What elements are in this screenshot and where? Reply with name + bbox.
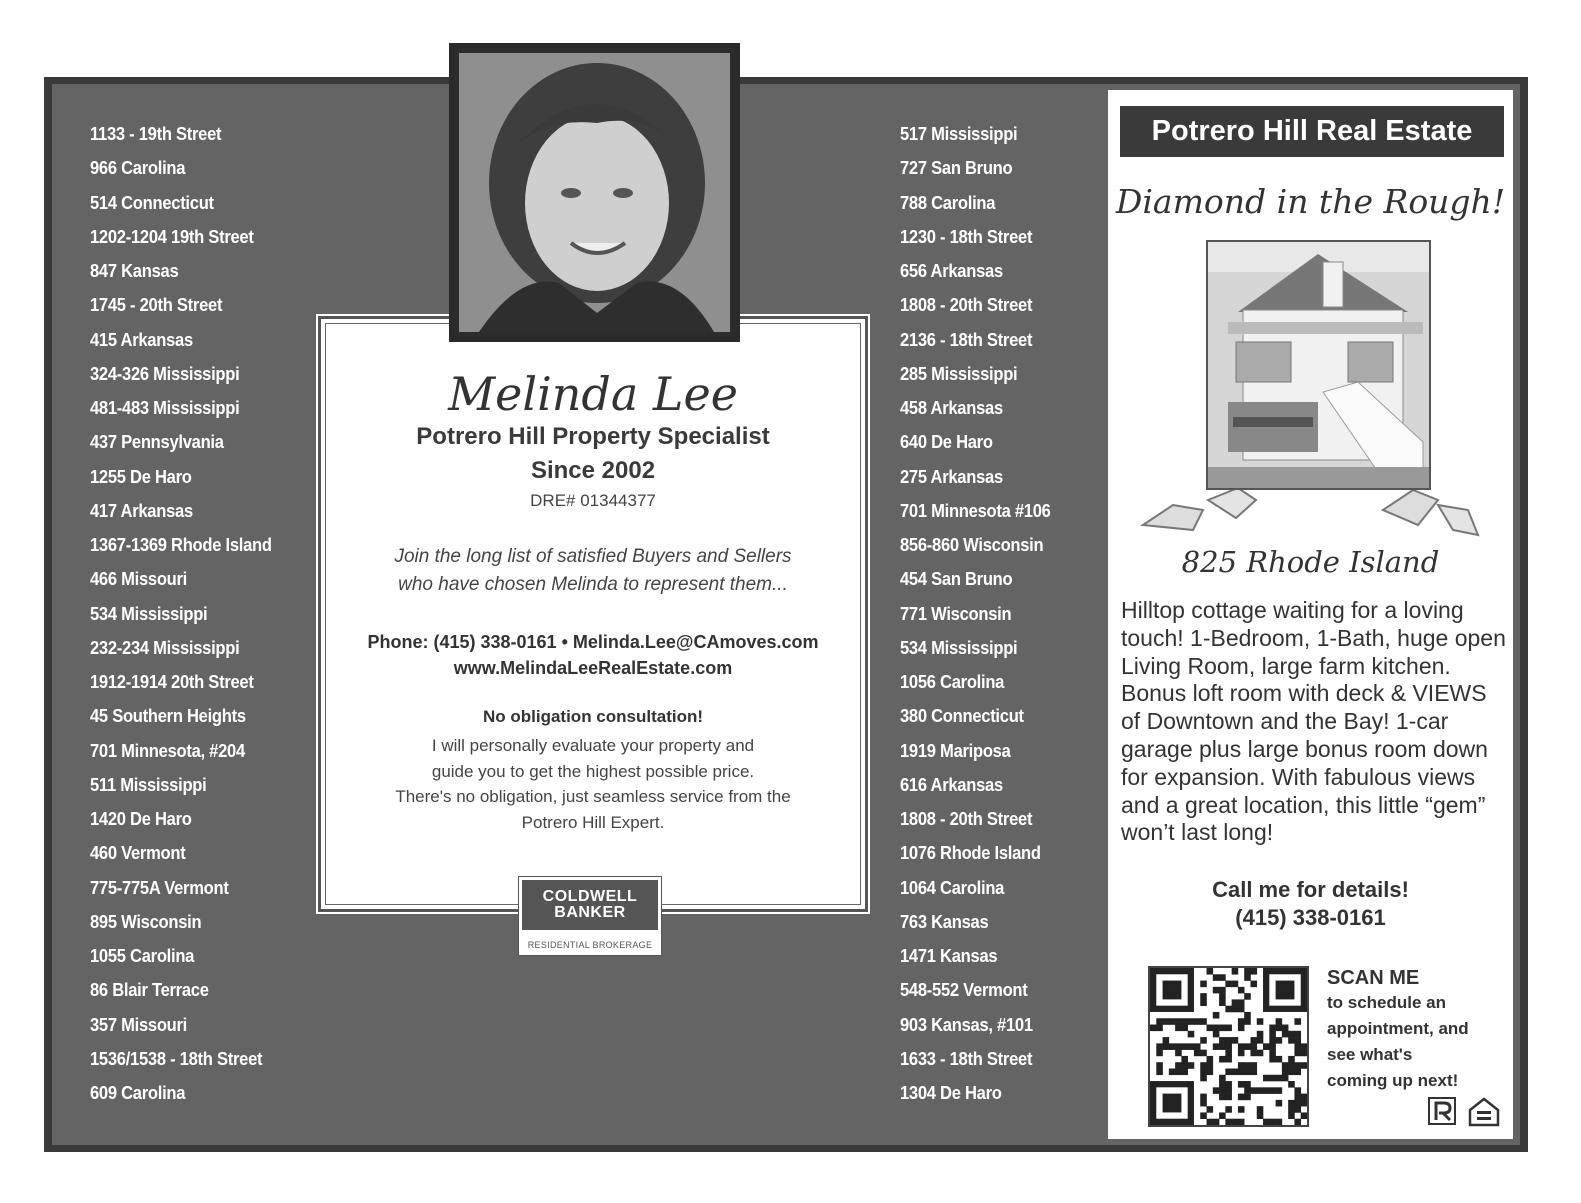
consultation-text bbox=[321, 733, 865, 835]
join-text bbox=[321, 543, 865, 599]
sold-address-item: 285 Mississippi bbox=[900, 363, 1018, 384]
consult-line-3: There's no obligation, just seamless service from the bbox=[395, 787, 791, 806]
agent-name: Melinda Lee bbox=[448, 367, 738, 421]
sold-address-item: 1536/1538 - 18th Street bbox=[90, 1048, 263, 1069]
sold-address-item: 771 Wisconsin bbox=[900, 603, 1012, 624]
realtor-icon bbox=[1427, 1096, 1457, 1130]
sold-address-item: 534 Mississippi bbox=[90, 603, 208, 624]
listing-panel bbox=[1108, 90, 1513, 1139]
sold-address-item: 481-483 Mississippi bbox=[90, 398, 240, 418]
sold-address-item: 275 Arkansas bbox=[900, 466, 1003, 487]
scan-me-text bbox=[1327, 966, 1507, 1094]
sold-address-item: 437 Pennsylvania bbox=[90, 432, 224, 453]
join-line-2: who have chosen Melinda to represent them... bbox=[398, 574, 788, 595]
join-line-1: Join the long list of satisfied Buyers and Sellers bbox=[394, 546, 792, 567]
agent-card bbox=[318, 316, 868, 912]
sold-address-item: 856-860 Wisconsin bbox=[900, 535, 1044, 555]
sold-address-item: 324-326 Mississippi bbox=[90, 363, 240, 384]
sold-address-item: 847 Kansas bbox=[90, 261, 179, 281]
scan-line-4: coming up next! bbox=[1327, 1071, 1459, 1090]
sold-address-item: 1230 - 18th Street bbox=[900, 226, 1033, 247]
sold-address-item: 1633 - 18th Street bbox=[900, 1048, 1033, 1069]
listing-tagline: Diamond in the Rough! bbox=[1115, 182, 1506, 221]
sold-address-item: 1056 Carolina bbox=[900, 672, 1005, 692]
sold-addresses-middle bbox=[900, 117, 1064, 1110]
sold-address-item: 640 De Haro bbox=[900, 432, 993, 453]
sold-address-item: 1076 Rhode Island bbox=[900, 843, 1041, 864]
sold-address-item: 232-234 Mississippi bbox=[90, 637, 240, 658]
sold-address-item: 701 Minnesota, #204 bbox=[90, 740, 245, 761]
sold-address-item: 417 Arkansas bbox=[90, 500, 193, 521]
dre-number: DRE# 01344377 bbox=[530, 491, 656, 510]
phone-email-line[interactable]: Phone: (415) 338-0161 • Melinda.Lee@CAmoves.com bbox=[367, 632, 819, 652]
sold-address-item: 460 Vermont bbox=[90, 843, 186, 864]
sold-address-item: 1745 - 20th Street bbox=[90, 295, 223, 316]
call-to-action bbox=[1108, 876, 1513, 932]
sold-address-item: 514 Connecticut bbox=[90, 192, 214, 213]
sold-address-item: 903 Kansas, #101 bbox=[900, 1014, 1033, 1035]
sold-address-item: 763 Kansas bbox=[900, 911, 989, 932]
scan-line-2: appointment, and bbox=[1327, 1019, 1469, 1038]
listing-photo bbox=[1206, 240, 1431, 490]
logo-subtitle: RESIDENTIAL BROKERAGE bbox=[527, 940, 653, 950]
sold-address-item: 775-775A Vermont bbox=[90, 877, 229, 898]
sold-address-item: 895 Wisconsin bbox=[90, 911, 202, 932]
sold-address-item: 454 San Bruno bbox=[900, 569, 1013, 590]
sold-address-item: 466 Missouri bbox=[90, 569, 188, 590]
sold-address-item: 1808 - 20th Street bbox=[900, 809, 1033, 829]
cta-phone[interactable]: (415) 338-0161 bbox=[1235, 905, 1386, 930]
scan-heading: SCAN ME bbox=[1327, 967, 1420, 989]
brand-heading: Potrero Hill Real Estate bbox=[1120, 106, 1504, 157]
sold-address-item: 616 Arkansas bbox=[900, 774, 1003, 795]
sold-address-item: 609 Carolina bbox=[90, 1083, 186, 1103]
sold-address-item: 415 Arkansas bbox=[90, 329, 193, 350]
sold-address-item: 1255 De Haro bbox=[90, 466, 192, 487]
coldwell-banker-logo bbox=[518, 876, 662, 956]
website-link[interactable]: www.MelindaLeeRealEstate.com bbox=[453, 658, 733, 678]
sold-address-item: 1471 Kansas bbox=[900, 946, 998, 966]
sold-address-item: 1420 De Haro bbox=[90, 809, 192, 829]
scan-line-3: see what's bbox=[1327, 1045, 1413, 1064]
logo-line-1: COLDWELL bbox=[542, 888, 638, 905]
sold-address-item: 1304 De Haro bbox=[900, 1083, 1002, 1103]
sold-address-item: 727 San Bruno bbox=[900, 158, 1013, 179]
agent-since: Since 2002 bbox=[530, 457, 656, 484]
scan-line-1: to schedule an bbox=[1327, 993, 1447, 1012]
sold-address-item: 380 Connecticut bbox=[900, 706, 1024, 727]
sold-address-item: 357 Missouri bbox=[90, 1014, 188, 1035]
consultation-heading: No obligation consultation! bbox=[482, 707, 704, 726]
consult-line-4: Potrero Hill Expert. bbox=[521, 812, 665, 832]
equal-housing-icon bbox=[1467, 1096, 1501, 1130]
sold-address-item: 1133 - 19th Street bbox=[90, 124, 222, 144]
sold-address-item: 45 Southern Heights bbox=[90, 706, 246, 727]
sold-address-item: 86 Blair Terrace bbox=[90, 980, 209, 1001]
sold-address-item: 534 Mississippi bbox=[900, 637, 1018, 658]
contact-info bbox=[321, 629, 865, 681]
logo-line-2: BANKER bbox=[554, 904, 626, 921]
listing-description: Hilltop cottage waiting for a loving touch! 1-Bedroom, 1-Bath, huge open Living Room, large farm kitchen. Bonus loft room with deck & VIEWS of Downtown and the Bay! 1-car garage plus large bonus room down for expansion. With fabulous views and a great location, this little “gem” won’t last long! bbox=[1121, 597, 1506, 846]
sold-address-item: 2136 - 18th Street bbox=[900, 329, 1033, 350]
qr-code[interactable] bbox=[1148, 966, 1309, 1127]
sold-address-item: 1912-1914 20th Street bbox=[90, 672, 254, 692]
consult-line-2: guide you to get the highest possible price. bbox=[431, 761, 755, 781]
sold-addresses-left bbox=[90, 117, 288, 1110]
listing-address: 825 Rhode Island bbox=[1181, 545, 1440, 579]
sold-address-item: 656 Arkansas bbox=[900, 261, 1003, 281]
agent-photo bbox=[449, 43, 740, 342]
sold-address-item: 1919 Mariposa bbox=[900, 740, 1011, 761]
consult-line-1: I will personally evaluate your property and bbox=[431, 736, 755, 755]
sold-address-item: 458 Arkansas bbox=[900, 398, 1003, 418]
sold-address-item: 511 Mississippi bbox=[90, 774, 207, 795]
sold-address-item: 1367-1369 Rhode Island bbox=[90, 535, 272, 555]
sold-address-item: 548-552 Vermont bbox=[900, 980, 1028, 1001]
sold-address-item: 517 Mississippi bbox=[900, 124, 1018, 144]
sold-address-item: 701 Minnesota #106 bbox=[900, 500, 1051, 521]
sold-address-item: 1808 - 20th Street bbox=[900, 295, 1033, 316]
sold-address-item: 1064 Carolina bbox=[900, 877, 1005, 898]
agent-title: Potrero Hill Property Specialist bbox=[416, 423, 770, 450]
sold-address-item: 1202-1204 19th Street bbox=[90, 226, 254, 247]
sold-address-item: 788 Carolina bbox=[900, 192, 996, 213]
sold-address-item: 1055 Carolina bbox=[90, 946, 195, 966]
sold-address-item: 966 Carolina bbox=[90, 158, 186, 179]
cta-line-1: Call me for details! bbox=[1212, 877, 1409, 902]
